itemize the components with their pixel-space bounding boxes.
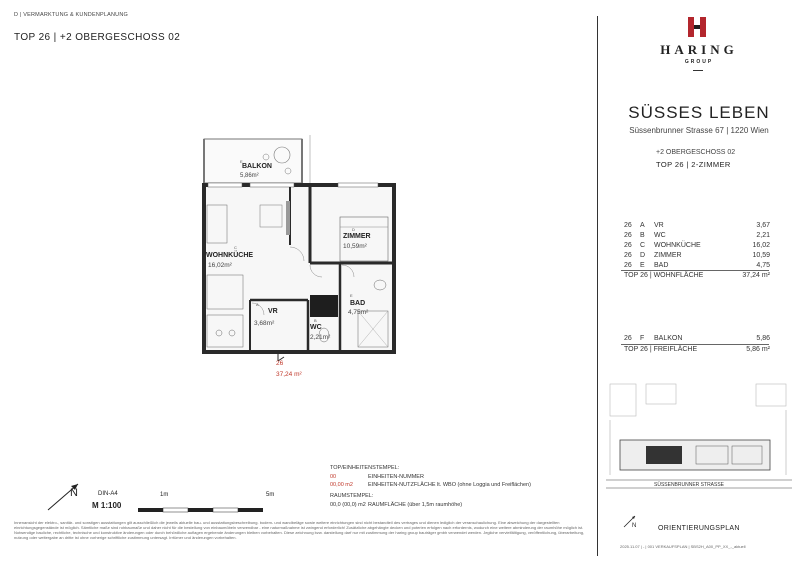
orientation-map [606,380,792,495]
table-rule [621,344,769,345]
bad-code: E [350,293,353,298]
document-subtitle: D | VERMARKTUNG & KUNDENPLANUNG [14,12,128,18]
room-row: 26 B WC 2,21 [624,232,770,239]
living-total: TOP 26 | WOHNFLÄCHE 37,24 m² [624,272,770,279]
room-row: 26 C WOHNKÜCHE 16,02 [624,242,770,249]
logo-group: GROUP [684,59,714,65]
north-arrow-icon [44,478,84,514]
logo-wordmark: HARING [660,42,738,57]
floor-label: +2 OBERGESCHOSS 02 [656,149,736,156]
panel-divider [597,16,598,556]
wc-label: WC [310,324,322,331]
project-name: SÜSSES LEBEN [628,103,770,122]
outdoor-total: TOP 26 | FREIFLÄCHE 5,86 m² [624,346,770,353]
legend-text-unit: EINHEITEN-NUMMER [368,474,424,480]
orientation-label: ORIENTIERUNGSPLAN [658,525,740,532]
vr-area: 3,68m² [254,320,275,327]
room-row: 26 A VR 3,67 [624,222,770,229]
unit-number: 26 [276,360,284,367]
project-address: Süssenbrunner Strasse 67 | 1220 Wien [629,126,769,135]
apartment-outline [204,185,394,352]
logo-underline [693,70,703,71]
scale-bar [138,501,278,509]
orientation-north-icon [622,513,638,529]
shaft [310,295,338,317]
building-highlight [646,446,682,464]
balkon-area: 5,86m² [240,173,259,179]
legend-code-unit: 00 [330,474,337,480]
legend-code-room: 00,0 (00,0) m2 [330,502,366,508]
unit-area: 37,24 m² [276,371,302,378]
vr-code: A [256,302,259,307]
scale-ratio: M 1:100 [92,501,122,510]
wc-code: B [314,318,317,323]
table-rule [621,270,769,271]
vr-label: VR [268,308,278,315]
svg-text:N: N [70,487,78,499]
zimmer-label: ZIMMER [343,233,371,240]
footer-code: 2025.11.07 | - | 001 VERKAUFSPLAN | SBS2H_A00_PP_XX_-_aktuell [620,544,746,549]
unit-label: TOP 26 | 2-ZIMMER [656,160,731,169]
bad-label: BAD [350,300,366,307]
floor-plan [190,135,420,380]
room-row: 26 D ZIMMER 10,59 [624,252,770,259]
bad-area: 4,75m² [348,309,369,316]
room-row: 26 E BAD 4,75 [624,262,770,269]
legend-text-area: EINHEITEN-NUTZFLÄCHE lt. WBO (ohne Loggia und Freiflächen) [368,482,531,488]
haring-logo [686,17,708,37]
wohnkueche-code: C [234,245,237,250]
wc-area: 2,21m² [310,334,331,341]
legend-code-area: 00,00 m2 [330,482,353,488]
legend-text-room: RAUMFLÄCHE (über 1,5m raumhöhe) [368,502,463,508]
paper-size: DIN-A4 [98,491,118,497]
balkon-label: BALKON [242,163,272,170]
outdoor-row: 26 F BALKON 5,86 [624,335,770,342]
document-title: TOP 26 | +2 OBERGESCHOSS 02 [14,32,181,43]
balkon-code: E [240,159,243,164]
building-footprint [620,440,770,470]
legend-title-units: TOP/EINHEITENSTEMPEL: [330,465,400,471]
zimmer-code: D [352,227,355,232]
zimmer-area: 10,59m² [343,243,367,250]
wohnkueche-label: WOHNKÜCHE [206,252,254,259]
street-label: SÜSSENBRUNNER STRASSE [654,482,725,488]
disclaimer-text: Innenansicht der elektro-, sanitär- und sonstigen ausstattungen gilt ausschließlich die jeweils aktuelle bau- und ausstattungsbeschreibung. bodem- und wandbeläge sowie weitere einrichtungen sind nicht bestandteil des vertrages und dienen lediglich der veranschaulichung. Eine abweichung der dargestellten einrichtungsgegenstände ist möglich. Sämtliche maße sind rohbaumaße und daher nicht für die bestellung von einbaumöbeln verwendbar - eine naturmaßnahme ist zwingend erforderlich! Zusätzliche abgehängte decken und poterien erfolgen nach erfordernis, wodurch eine weitere abminderung der raumhöhe möglich ist. Notwendige bauliche, rechtliche, technische und konstruktive änderungen oder durch behördliche auflagen ergebende änderungen bleiben vorbehalten. Diese zeichnung bzw. darstellung darf nur mit zustimmung der haring group bauträger gmbh verwendet werden. Jegliche vervielfältigung, veröffentlichung, überarbeitung, nutzung oder weitergabe an dritte ist ohne vorherige schriftliche zustimmung untersagt. Irrtümer und änderungen vorbehalten. [14,520,585,540]
scale-tick-1m: 1m [160,492,169,498]
svg-text:N: N [632,523,637,529]
legend-title-rooms: RAUMSTEMPEL: [330,493,374,499]
scale-tick-5m: 5m [266,492,275,498]
wohnkueche-area: 16,02m² [208,262,232,269]
